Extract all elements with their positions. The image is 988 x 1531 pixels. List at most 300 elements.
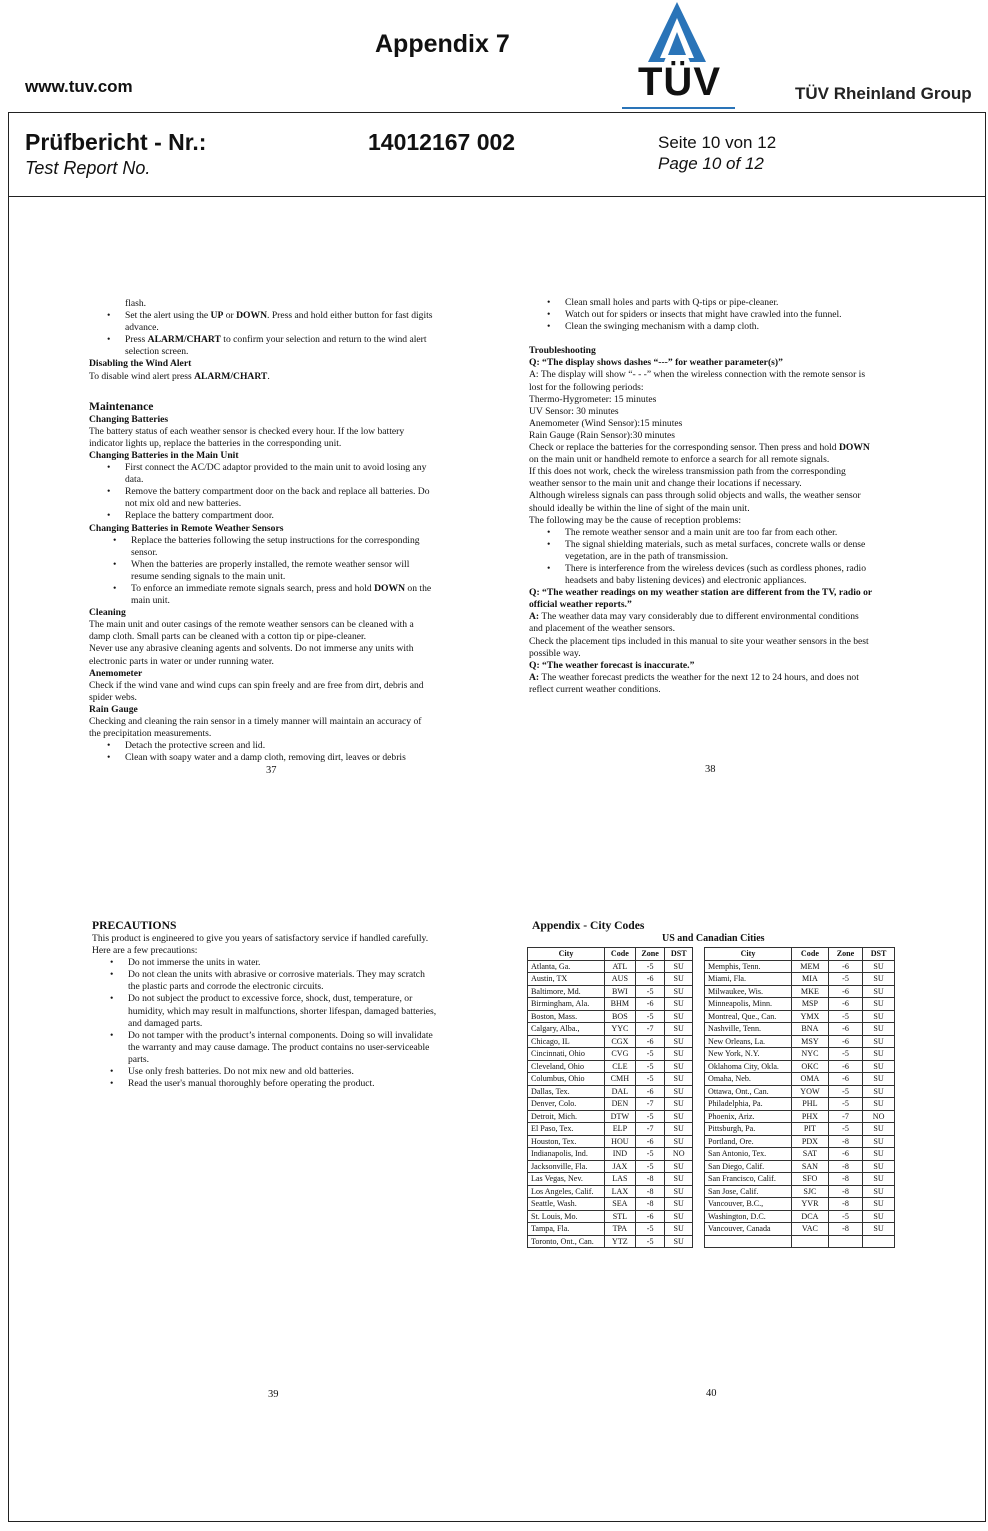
cell-dst: SU: [665, 1098, 693, 1111]
text-line: To disable wind alert press ALARM/CHART.: [89, 370, 270, 382]
section-heading: PRECAUTIONS: [92, 919, 177, 932]
cell-city: Phoenix, Ariz.: [705, 1110, 792, 1123]
cell-zone: -5: [635, 1160, 665, 1173]
cell-dst: SU: [665, 1123, 693, 1136]
list-item: • Do not tamper with the product’s internal components. Doing so will invalidate the warranty and may cause damage. The product contains no user-serviceable parts.: [92, 1030, 472, 1066]
table-row: [705, 1098, 895, 1111]
cell-code: DTW: [605, 1110, 636, 1123]
cell-code: SFO: [792, 1173, 829, 1186]
text-line: The battery status of each weather sensor is checked every hour. If the low battery: [89, 425, 405, 437]
cell-city: Denver, Colo.: [528, 1098, 605, 1111]
text-line: and placement of the weather sensors.: [529, 623, 675, 635]
text-line: A: The weather forecast predicts the weather for the next 12 to 24 hours, and does not: [529, 671, 859, 683]
cell-dst: SU: [863, 1123, 895, 1136]
cell-zone: -5: [828, 1098, 862, 1111]
text-line: weather sensor to the main unit and change their locations if necessary.: [529, 478, 802, 490]
cell-city: Philadelphia, Pa.: [705, 1098, 792, 1111]
text-line: flash.: [125, 298, 147, 309]
table-row: [705, 1085, 895, 1098]
cell-city: Atlanta, Ga.: [528, 960, 605, 973]
cell-code: OMA: [792, 1073, 829, 1086]
cell-code: TPA: [605, 1223, 636, 1236]
table-row: [528, 1160, 693, 1173]
cell-city: Toronto, Ont., Can.: [528, 1235, 605, 1248]
table-row: [705, 985, 895, 998]
table-row: [705, 1023, 895, 1036]
table-row: [528, 1098, 693, 1111]
cell-code: BOS: [605, 1010, 636, 1023]
text-line: spider webs.: [89, 691, 137, 703]
cell-dst: SU: [863, 1198, 895, 1211]
col-header-city: City: [528, 948, 605, 961]
cell-code: PHL: [792, 1098, 829, 1111]
cell-code: PIT: [792, 1123, 829, 1136]
cell-city: San Antonio, Tex.: [705, 1148, 792, 1161]
cell-dst: SU: [863, 1073, 895, 1086]
cell-dst: SU: [665, 1185, 693, 1198]
cell-code: PDX: [792, 1135, 829, 1148]
cell-city: Ottawa, Ont., Can.: [705, 1085, 792, 1098]
cell-city: Pittsburgh, Pa.: [705, 1123, 792, 1136]
cell-dst: SU: [665, 985, 693, 998]
cell-code: DEN: [605, 1098, 636, 1111]
cell-city: Austin, TX: [528, 973, 605, 986]
table-row: [528, 1023, 693, 1036]
text-line: electronic parts in water or under running water.: [89, 655, 274, 667]
text-line: A: The weather data may vary considerably due to different environmental conditions: [529, 611, 859, 623]
cell-code: MKE: [792, 985, 829, 998]
cell-zone: -8: [828, 1160, 862, 1173]
cell-code: NYC: [792, 1048, 829, 1061]
manual-page-37: [89, 298, 461, 764]
cell-code: MSP: [792, 998, 829, 1011]
cell-code: VAC: [792, 1223, 829, 1236]
list-item: • Watch out for spiders or insects that might have crawled into the funnel.: [529, 309, 901, 321]
cell-code: YMX: [792, 1010, 829, 1023]
table-row: [705, 1198, 895, 1211]
list-item: • Remove the battery compartment door on the back and replace all batteries. Do not mix old and new batteries.: [89, 486, 461, 510]
cell-city: Memphis, Tenn.: [705, 960, 792, 973]
table-row: [705, 1135, 895, 1148]
section-heading: Changing Batteries in the Main Unit: [89, 449, 239, 461]
text-line: Never use any abrasive cleaning agents and solvents. Do not immerse any units with: [89, 643, 414, 655]
cell-zone: -8: [828, 1185, 862, 1198]
list-item: • Do not immerse the units in water.: [92, 957, 472, 969]
cell-zone: -5: [635, 1223, 665, 1236]
text-line: should ideally be within the line of sight of the main unit.: [529, 502, 750, 514]
city-codes-subtitle: US and Canadian Cities: [662, 933, 765, 944]
cell-dst: SU: [863, 1223, 895, 1236]
text-line: Rain Gauge (Rain Sensor):30 minutes: [529, 429, 676, 441]
list-item: • Use only fresh batteries. Do not mix new and old batteries.: [92, 1066, 472, 1078]
col-header-dst: DST: [863, 948, 895, 961]
cell-zone: -6: [828, 1073, 862, 1086]
cell-zone: -5: [635, 985, 665, 998]
cell-city: Jacksonville, Fla.: [528, 1160, 605, 1173]
cell-code: MIA: [792, 973, 829, 986]
cell-dst: SU: [665, 1060, 693, 1073]
cell-code: YOW: [792, 1085, 829, 1098]
cell-zone: -6: [635, 1135, 665, 1148]
tuv-logo-text: TÜV: [638, 60, 721, 104]
cell-dst: SU: [665, 1235, 693, 1248]
cell-zone: -7: [635, 1123, 665, 1136]
cell-dst: SU: [863, 1010, 895, 1023]
cell-zone: -5: [635, 1010, 665, 1023]
col-header-code: Code: [605, 948, 636, 961]
cell-dst: NO: [863, 1110, 895, 1123]
city-table-right: [704, 947, 895, 1248]
cell-zone: -5: [828, 1010, 862, 1023]
list-item: • Clean the swinging mechanism with a damp cloth.: [529, 321, 901, 333]
tuv-group-name: TÜV Rheinland Group: [795, 84, 972, 103]
text-line: selection screen.: [125, 346, 189, 358]
cell-zone: -7: [828, 1110, 862, 1123]
table-row: [528, 1198, 693, 1211]
cell-dst: SU: [863, 998, 895, 1011]
cell-code: CVG: [605, 1048, 636, 1061]
cell-city: St. Louis, Mo.: [528, 1210, 605, 1223]
cell-zone: -5: [635, 1060, 665, 1073]
cell-code: CLE: [605, 1060, 636, 1073]
cell-zone: -5: [635, 1235, 665, 1248]
section-heading: Anemometer: [89, 667, 143, 679]
table-row: [705, 1148, 895, 1161]
cell-code: CGX: [605, 1035, 636, 1048]
tuv-logo: [620, 0, 735, 112]
cell-zone: -7: [635, 1098, 665, 1111]
cell-zone: -5: [828, 1210, 862, 1223]
cell-code: IND: [605, 1148, 636, 1161]
table-row: [528, 1135, 693, 1148]
list-item: • Clean with soapy water and a damp cloth, removing dirt, leaves or debris: [89, 752, 461, 764]
table-row: [705, 1173, 895, 1186]
cell-dst: SU: [665, 1223, 693, 1236]
cell-city: San Diego, Calif.: [705, 1160, 792, 1173]
list-item: • When the batteries are properly installed, the remote weather sensor will resume sending signals to the main unit.: [89, 559, 461, 583]
cell-dst: SU: [863, 1023, 895, 1036]
text-line: on the main unit or handheld remote to enforce a search for all remote signals.: [529, 454, 830, 466]
list-item: • The signal shielding materials, such as metal surfaces, concrete walls or dense vegetation, are in the path of transmission.: [529, 539, 901, 563]
page-number-38: 38: [705, 764, 716, 775]
website-url: www.tuv.com: [25, 77, 133, 96]
text-line: Check or replace the batteries for the corresponding sensor. Then press and hold DOWN: [529, 442, 870, 454]
col-header-city: City: [705, 948, 792, 961]
cell-dst: SU: [665, 1010, 693, 1023]
text-line: This product is engineered to give you years of satisfactory service if handled carefully.: [92, 933, 429, 944]
cell-city: Tampa, Fla.: [528, 1223, 605, 1236]
cell-code: YTZ: [605, 1235, 636, 1248]
section-heading: Changing Batteries in Remote Weather Sensors: [89, 522, 284, 534]
table-row: [705, 1073, 895, 1086]
table-row: [528, 1060, 693, 1073]
cell-code: SEA: [605, 1198, 636, 1211]
list-item: • To enforce an immediate remote signals search, press and hold DOWN on the main unit.: [89, 583, 461, 607]
table-row: [528, 1073, 693, 1086]
cell-dst: SU: [863, 1098, 895, 1111]
cell-city: Minneapolis, Minn.: [705, 998, 792, 1011]
cell-dst: SU: [863, 1148, 895, 1161]
cell-dst: SU: [665, 1110, 693, 1123]
cell-city: Calgary, Alba.,: [528, 1023, 605, 1036]
page-indicator-de: Seite 10 von 12: [658, 133, 777, 152]
text-line: reflect current weather conditions.: [529, 683, 661, 695]
cell-code: LAX: [605, 1185, 636, 1198]
table-row: [705, 1210, 895, 1223]
report-number: 14012167 002: [368, 129, 516, 155]
cell-city: Columbus, Ohio: [528, 1073, 605, 1086]
list-item: • Do not clean the units with abrasive or corrosive materials. They may scratch the plastic parts and corrode the electronic circuits.: [92, 969, 472, 993]
cell-city: Miami, Fla.: [705, 973, 792, 986]
cell-zone: -5: [635, 1073, 665, 1086]
cell-code: AUS: [605, 973, 636, 986]
table-row: [528, 1110, 693, 1123]
table-row: [528, 1223, 693, 1236]
table-row: [705, 1123, 895, 1136]
list-item: • Detach the protective screen and lid.: [89, 740, 461, 752]
faq-question: Q: “The weather forecast is inaccurate.”: [529, 659, 695, 671]
cell-code: LAS: [605, 1173, 636, 1186]
list-item: • There is interference from the wireless devices (such as cordless phones, radio headsets and baby listening devices) and electronic appliances.: [529, 563, 901, 587]
cell-city: Vancouver, B.C.,: [705, 1198, 792, 1211]
cell-dst: SU: [665, 1023, 693, 1036]
table-row: [528, 1148, 693, 1161]
cell-dst: SU: [863, 1160, 895, 1173]
text-line: Checking and cleaning the rain sensor in a timely manner will maintain an accuracy of: [89, 716, 422, 727]
cell-code: BWI: [605, 985, 636, 998]
cell-code: PHX: [792, 1110, 829, 1123]
cell-code: ATL: [605, 960, 636, 973]
text-line: If this does not work, check the wireless transmission path from the corresponding: [529, 466, 846, 478]
page-indicator-en: Page 10 of 12: [658, 154, 764, 173]
list-item: • Clean small holes and parts with Q-tips or pipe-cleaner.: [529, 297, 901, 309]
cell-city: Seattle, Wash.: [528, 1198, 605, 1211]
cell-zone: -6: [828, 998, 862, 1011]
cell-dst: SU: [863, 973, 895, 986]
cell-code: [792, 1235, 829, 1248]
table-row: [528, 960, 693, 973]
cell-city: Birmingham, Ala.: [528, 998, 605, 1011]
list-item: • Do not subject the product to excessive force, shock, dust, temperature, or humidity, which may result in malfunctions, shorter lifespan, damaged batteries, and damaged parts.: [92, 993, 472, 1029]
table-row: [705, 1185, 895, 1198]
table-row: [528, 985, 693, 998]
cell-city: Dallas, Tex.: [528, 1085, 605, 1098]
text-line: possible way.: [529, 647, 581, 659]
text-line: Although wireless signals can pass through solid objects and walls, the weather sensor: [529, 490, 861, 502]
section-heading: Troubleshooting: [529, 345, 596, 357]
table-row: [705, 1223, 895, 1236]
table-row: [528, 1235, 693, 1248]
cell-zone: -7: [635, 1023, 665, 1036]
cell-code: DAL: [605, 1085, 636, 1098]
cell-code: SAN: [792, 1160, 829, 1173]
appendix-title: Appendix 7: [375, 30, 510, 58]
text-line: Here are a few precautions:: [92, 945, 198, 957]
cell-code: MEM: [792, 960, 829, 973]
page-number-39: 39: [268, 1389, 279, 1400]
text-line: Thermo-Hygrometer: 15 minutes: [529, 393, 657, 405]
cell-zone: -5: [828, 1123, 862, 1136]
cell-dst: SU: [863, 1048, 895, 1061]
text-line: indicator lights up, replace the batteries in the corresponding unit.: [89, 437, 342, 449]
cell-dst: SU: [665, 960, 693, 973]
cell-zone: -5: [635, 1148, 665, 1161]
cell-zone: -5: [635, 1048, 665, 1061]
col-header-zone: Zone: [635, 948, 665, 961]
table-row: [705, 1048, 895, 1061]
cell-city: Portland, Ore.: [705, 1135, 792, 1148]
cell-city: Los Angeles, Calif.: [528, 1185, 605, 1198]
table-row: [705, 973, 895, 986]
cell-city: Cincinnati, Ohio: [528, 1048, 605, 1061]
cell-zone: [828, 1235, 862, 1248]
text-line: advance.: [125, 322, 159, 334]
cell-code: BNA: [792, 1023, 829, 1036]
cell-code: ELP: [605, 1123, 636, 1136]
table-row: [705, 1010, 895, 1023]
cell-code: OKC: [792, 1060, 829, 1073]
cell-zone: -8: [635, 1198, 665, 1211]
col-header-code: Code: [792, 948, 829, 961]
report-label-de: Prüfbericht - Nr.:: [25, 129, 207, 155]
cell-dst: SU: [863, 1210, 895, 1223]
table-row: [528, 1035, 693, 1048]
cell-dst: SU: [863, 1060, 895, 1073]
cell-zone: -8: [828, 1173, 862, 1186]
cell-city: New York, N.Y.: [705, 1048, 792, 1061]
cell-zone: -8: [635, 1173, 665, 1186]
text-line: The main unit and outer casings of the remote weather sensors can be cleaned with a: [89, 619, 414, 631]
text-line: damp cloth. Small parts can be cleaned with a cotton tip or pipe-cleaner.: [89, 631, 367, 643]
header-divider: [8, 196, 986, 197]
table-row: [528, 1048, 693, 1061]
city-table-left: [527, 947, 693, 1248]
cell-zone: -8: [828, 1135, 862, 1148]
cell-city: Las Vegas, Nev.: [528, 1173, 605, 1186]
cell-code: SAT: [792, 1148, 829, 1161]
cell-city: Boston, Mass.: [528, 1010, 605, 1023]
cell-zone: -5: [828, 1085, 862, 1098]
cell-city: Washington, D.C.: [705, 1210, 792, 1223]
text-line: UV Sensor: 30 minutes: [529, 405, 619, 417]
cell-zone: -6: [635, 1035, 665, 1048]
cell-zone: -8: [828, 1198, 862, 1211]
table-row: [705, 1035, 895, 1048]
cell-code: BHM: [605, 998, 636, 1011]
cell-dst: SU: [665, 1048, 693, 1061]
cell-city: Indianapolis, Ind.: [528, 1148, 605, 1161]
cell-zone: -5: [828, 973, 862, 986]
cell-city: El Paso, Tex.: [528, 1123, 605, 1136]
cell-dst: SU: [863, 1085, 895, 1098]
cell-code: DCA: [792, 1210, 829, 1223]
cell-zone: -6: [828, 1148, 862, 1161]
text-line: lost for the following periods:: [529, 381, 644, 393]
list-item: • Replace the batteries following the setup instructions for the corresponding sensor.: [89, 535, 461, 559]
cell-dst: SU: [863, 960, 895, 973]
cell-dst: SU: [863, 1185, 895, 1198]
cell-dst: NO: [665, 1148, 693, 1161]
cell-zone: -6: [828, 960, 862, 973]
cell-zone: -6: [635, 1085, 665, 1098]
cell-code: HOU: [605, 1135, 636, 1148]
cell-code: STL: [605, 1210, 636, 1223]
text-line: the precipitation measurements.: [89, 728, 212, 740]
table-row: [528, 1173, 693, 1186]
cell-city: Baltimore, Md.: [528, 985, 605, 998]
cell-code: CMH: [605, 1073, 636, 1086]
page-number-37: 37: [266, 765, 277, 776]
cell-city: Omaha, Neb.: [705, 1073, 792, 1086]
cell-city: Milwaukee, Wis.: [705, 985, 792, 998]
col-header-zone: Zone: [828, 948, 862, 961]
table-row: [528, 1210, 693, 1223]
cell-dst: SU: [665, 1035, 693, 1048]
faq-question: Q: “The display shows dashes “---” for weather parameter(s)”: [529, 357, 783, 369]
table-row: [705, 998, 895, 1011]
section-heading: Cleaning: [89, 607, 126, 619]
table-row: [528, 1010, 693, 1023]
table-row: [705, 1110, 895, 1123]
cell-dst: SU: [665, 1073, 693, 1086]
list-item: • First connect the AC/DC adaptor provided to the main unit to avoid losing any data.: [89, 462, 461, 486]
text-line: The following may be the cause of reception problems:: [529, 514, 742, 526]
cell-dst: SU: [665, 1198, 693, 1211]
cell-dst: SU: [665, 1085, 693, 1098]
table-row: [705, 1160, 895, 1173]
table-row: [528, 1185, 693, 1198]
cell-dst: SU: [863, 985, 895, 998]
table-row: [528, 998, 693, 1011]
text-line: Check if the wind vane and wind cups can spin freely and are free from dirt, debris and: [89, 679, 424, 691]
table-row: [528, 1123, 693, 1136]
table-row: [528, 1085, 693, 1098]
faq-question: Q: “The weather readings on my weather station are different from the TV, radio or: [529, 587, 873, 599]
page-number-40: 40: [706, 1388, 717, 1399]
cell-city: San Francisco, Calif.: [705, 1173, 792, 1186]
cell-zone: -6: [828, 985, 862, 998]
cell-zone: -6: [635, 973, 665, 986]
cell-zone: -5: [828, 1048, 862, 1061]
list-item: • Replace the battery compartment door.: [89, 510, 461, 522]
table-row: [705, 1235, 895, 1248]
cell-code: SJC: [792, 1185, 829, 1198]
cell-city: Vancouver, Canada: [705, 1223, 792, 1236]
cell-city: San Jose, Calif.: [705, 1185, 792, 1198]
list-item: • The remote weather sensor and a main unit are too far from each other.: [529, 527, 901, 539]
cell-dst: SU: [863, 1173, 895, 1186]
cell-city: Montreal, Que., Can.: [705, 1010, 792, 1023]
list-item: • Read the user's manual thoroughly before operating the product.: [92, 1078, 472, 1090]
cell-dst: SU: [863, 1135, 895, 1148]
list-item: • Set the alert using the UP or DOWN. Press and hold either button for fast digits: [89, 310, 461, 322]
section-heading: Changing Batteries: [89, 413, 169, 425]
cell-city: Oklahoma City, Okla.: [705, 1060, 792, 1073]
table-row: [705, 1060, 895, 1073]
cell-zone: -8: [635, 1185, 665, 1198]
cell-zone: -6: [828, 1035, 862, 1048]
cell-code: YYC: [605, 1023, 636, 1036]
city-codes-title: Appendix - City Codes: [532, 919, 645, 932]
cell-zone: -5: [635, 960, 665, 973]
cell-dst: SU: [863, 1035, 895, 1048]
cell-code: JAX: [605, 1160, 636, 1173]
cell-code: MSY: [792, 1035, 829, 1048]
cell-city: Nashville, Tenn.: [705, 1023, 792, 1036]
cell-zone: -6: [828, 1023, 862, 1036]
cell-code: YVR: [792, 1198, 829, 1211]
cell-dst: SU: [665, 1160, 693, 1173]
